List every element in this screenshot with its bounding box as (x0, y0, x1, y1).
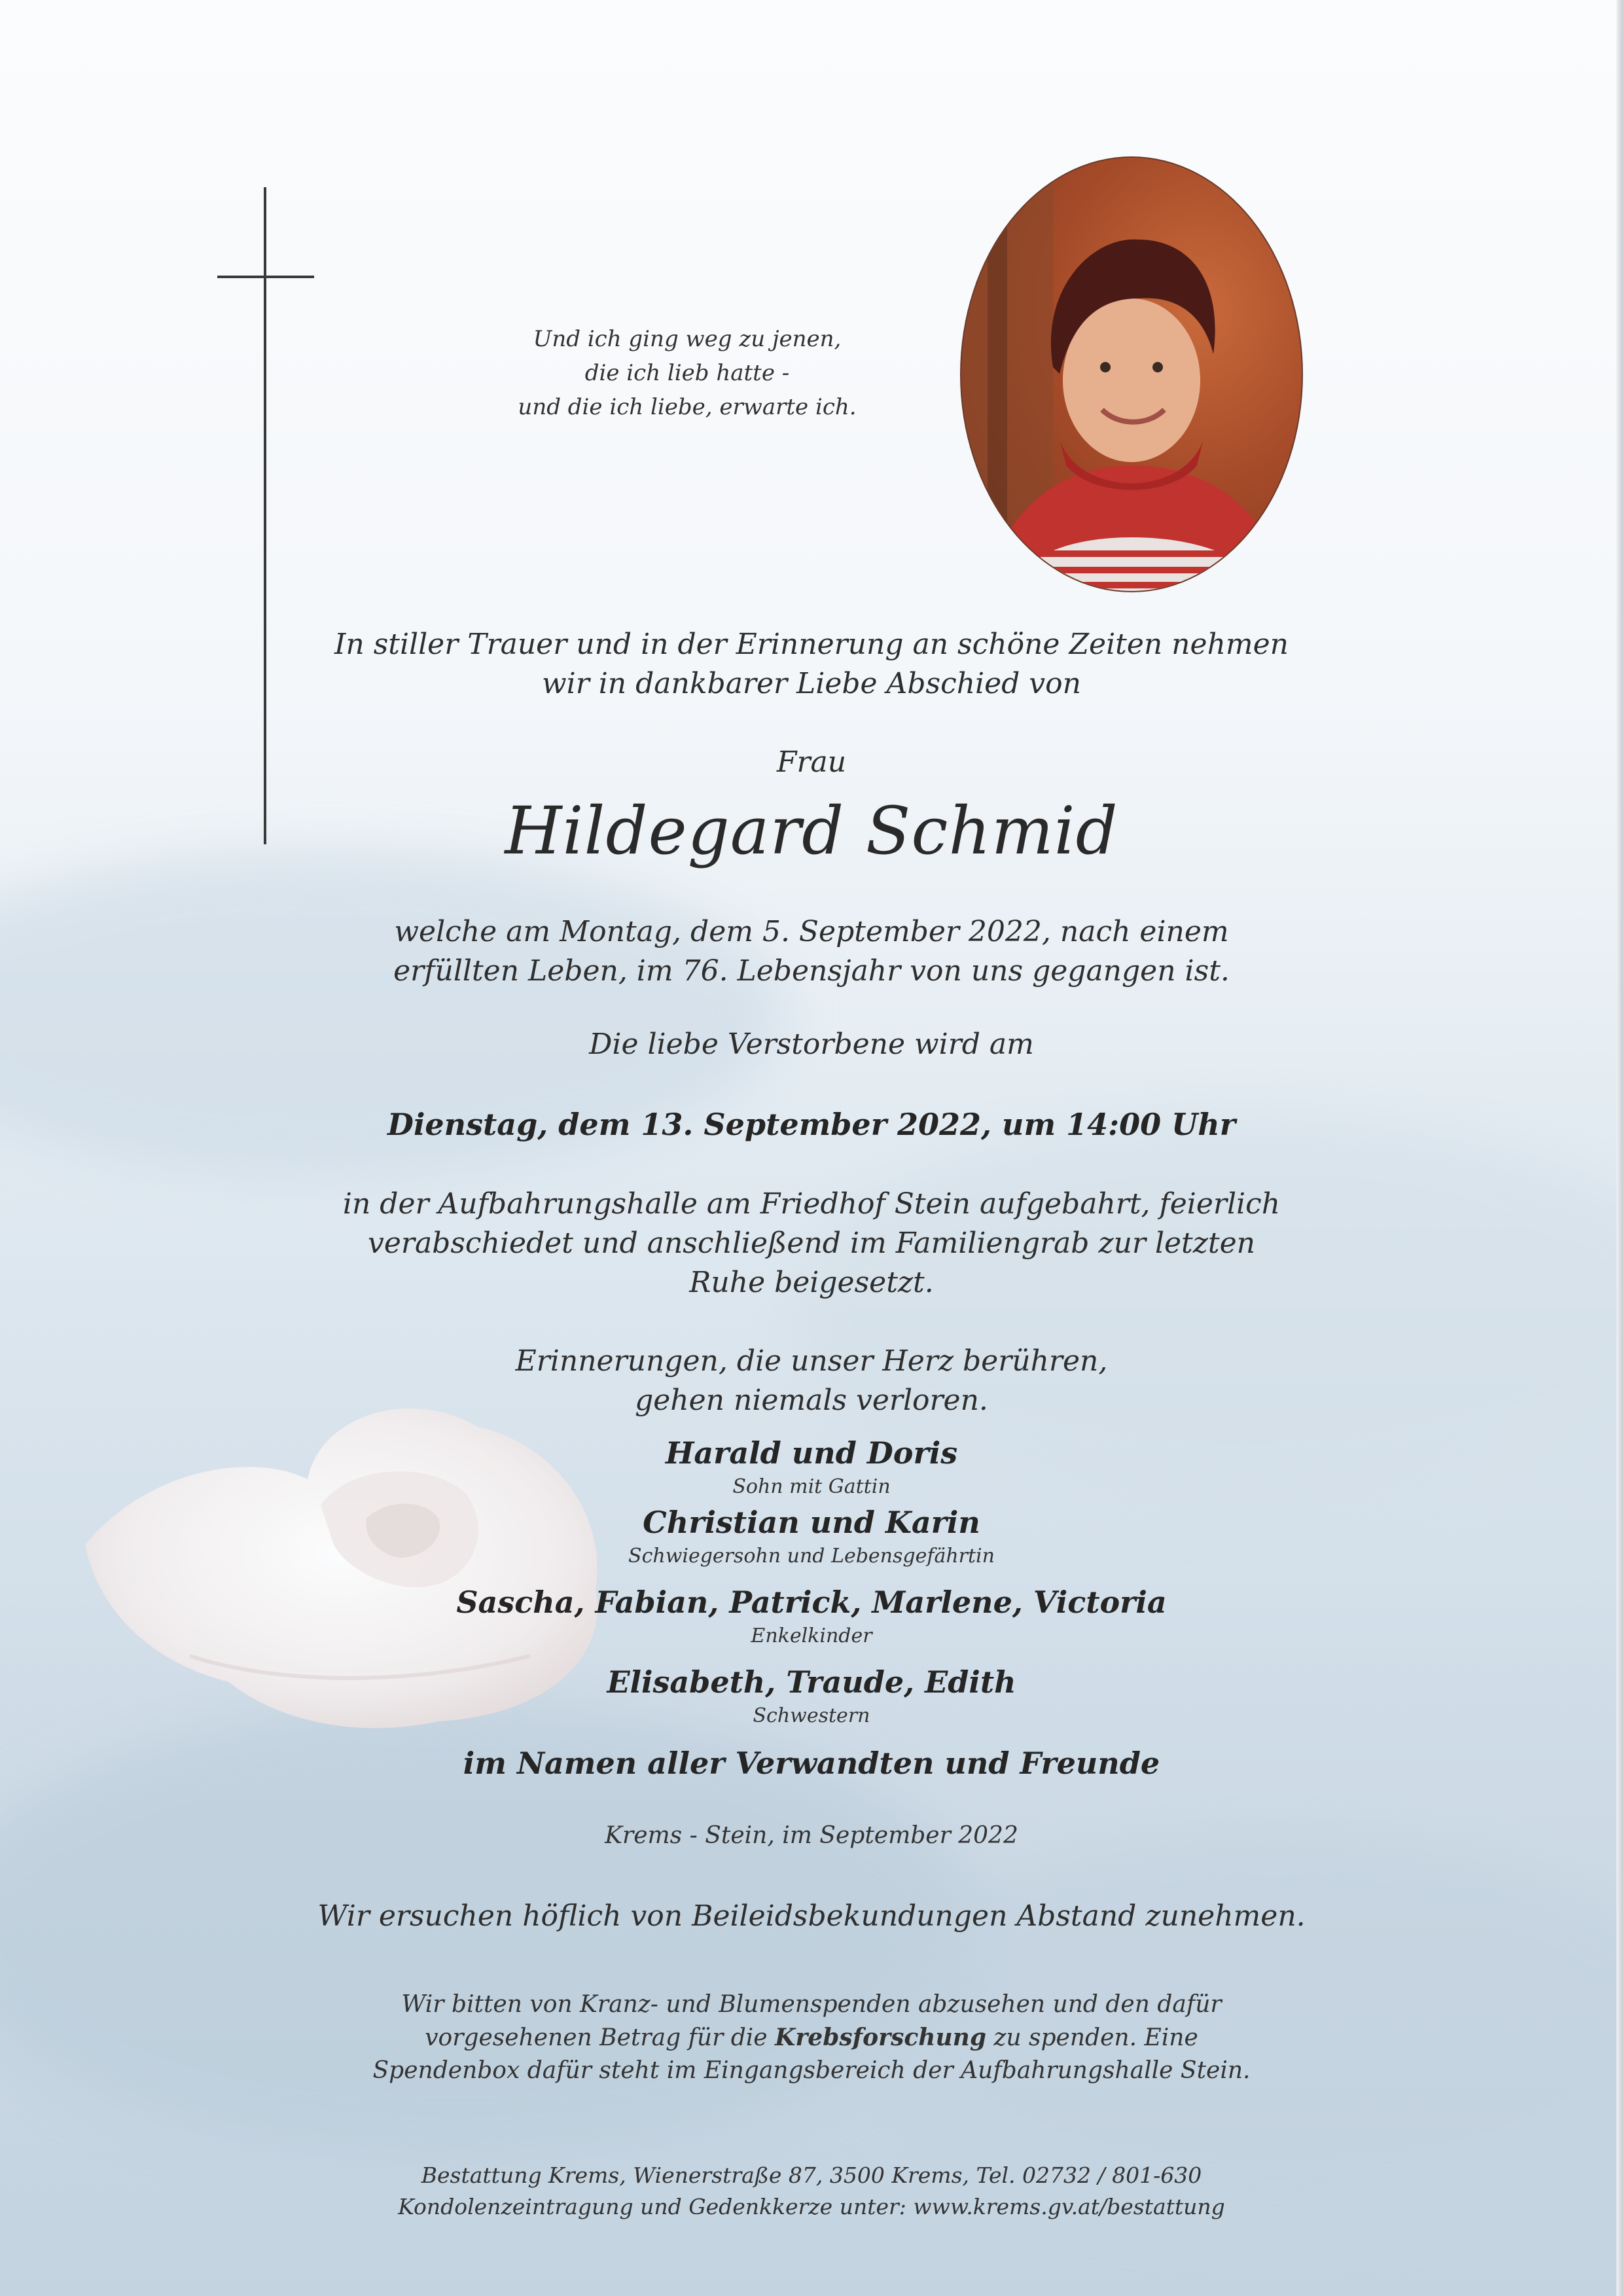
donation-highlight: Krebsforschung (775, 2024, 986, 2051)
title-prefix: Frau (776, 745, 847, 779)
quote-line: und die ich liebe, erwarte ich. (518, 394, 857, 420)
deceased-name: Hildegard Schmid (505, 793, 1118, 869)
memory-quote (0, 1342, 1623, 1420)
memory-line: gehen niemals verloren. (635, 1384, 988, 1417)
mourner-names: Christian und Karin (643, 1505, 980, 1540)
memory-line: Erinnerungen, die unser Herz berühren, (515, 1344, 1108, 1378)
donation-note (0, 1988, 1623, 2087)
service-line: verabschiedet und anschließend im Familiengrab zur letzten (368, 1227, 1255, 1260)
death-line: welche am Montag, dem 5. September 2022, nach einem (394, 915, 1229, 948)
service-line: in der Aufbahrungshalle am Friedhof Stein aufgebahrt, feierlich (342, 1187, 1281, 1221)
mourner-relation: Sohn mit Gattin (732, 1475, 891, 1498)
donation-line (0, 2021, 1623, 2054)
intro-text (0, 625, 1623, 704)
quote-line: Und ich ging weg zu jenen, (533, 326, 842, 352)
mourner-relation: Enkelkinder (751, 1624, 872, 1647)
cross-icon-bar (217, 276, 314, 278)
mourner-names: Harald und Doris (665, 1435, 958, 1471)
place-date: Krems - Stein, im September 2022 (605, 1822, 1018, 1849)
quote-line: die ich lieb hatte - (584, 360, 790, 386)
portrait-icon (961, 158, 1302, 591)
donation-text: vorgesehenen Betrag für die (425, 2024, 776, 2051)
mourner-names: Sascha, Fabian, Patrick, Marlene, Victoria (456, 1585, 1167, 1620)
intro-line: In stiller Trauer und in der Erinnerung an schöne Zeiten nehmen (334, 628, 1289, 661)
portrait-photo (960, 156, 1303, 592)
death-line: erfüllten Leben, im 76. Lebensjahr von uns gegangen ist. (393, 954, 1230, 988)
service-line: Ruhe beigesetzt. (689, 1266, 934, 1299)
scan-edge (1616, 0, 1623, 2296)
intro-line: wir in dankbarer Liebe Abschied von (541, 667, 1081, 700)
footer (0, 2160, 1623, 2223)
condolence-note: Wir ersuchen höflich von Beileidsbekundungen Abstand zunehmen. (317, 1899, 1306, 1933)
mourner-names: Elisabeth, Traude, Edith (607, 1664, 1016, 1700)
donation-line: Spendenbox dafür steht im Eingangsbereich der Aufbahrungshalle Stein. (372, 2057, 1251, 2084)
mourner-relation: Schwiegersohn und Lebensgefährtin (628, 1545, 995, 1568)
death-text (0, 912, 1623, 991)
donation-text: zu spenden. Eine (986, 2024, 1198, 2051)
announcement: Die liebe Verstorbene wird am (589, 1028, 1034, 1061)
mourner-relation: Schwestern (753, 1704, 870, 1727)
opening-quote (484, 322, 890, 424)
donation-line: Wir bitten von Kranz- und Blumenspenden abzusehen und den dafür (401, 1991, 1222, 2018)
service-text (0, 1185, 1623, 1302)
footer-website: Kondolenzeintragung und Gedenkkerze unter: www.krems.gv.at/bestattung (398, 2194, 1225, 2219)
closing-line: im Namen aller Verwandten und Freunde (463, 1746, 1160, 1781)
service-date: Dienstag, dem 13. September 2022, um 14:00 Uhr (387, 1107, 1236, 1142)
footer-address: Bestattung Krems, Wienerstraße 87, 3500 Krems, Tel. 02732 / 801-630 (421, 2162, 1202, 2188)
